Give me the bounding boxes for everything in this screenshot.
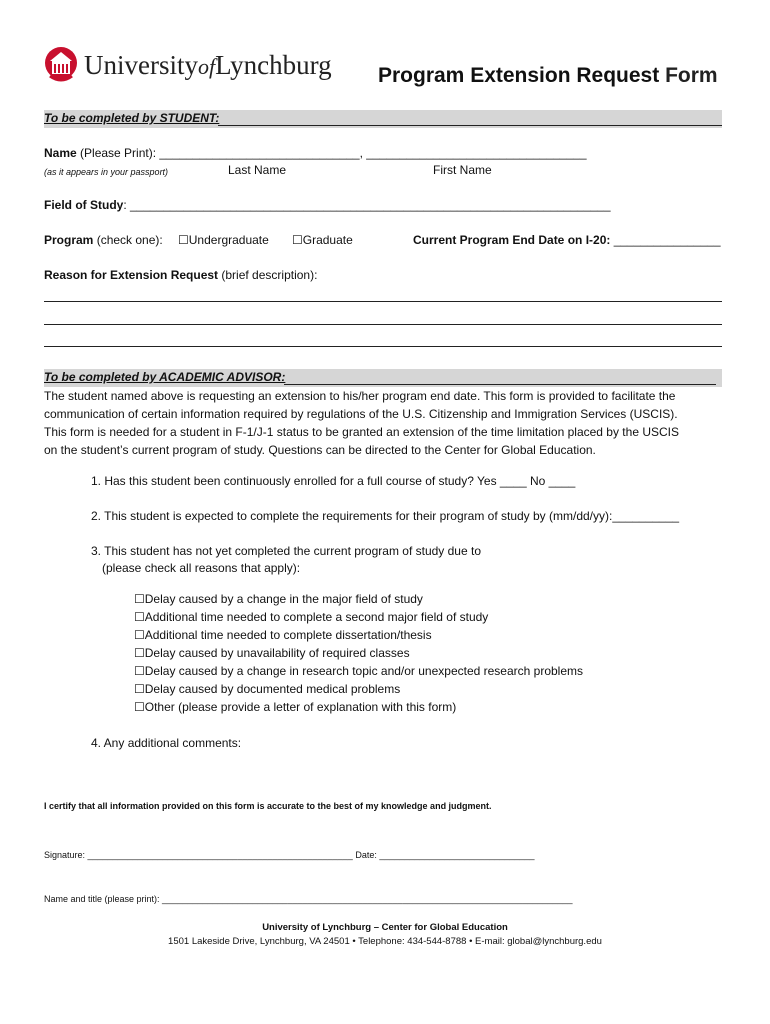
certification-statement: I certify that all information provided on this form is accurate to the best of my knowledge and judgment.	[44, 801, 492, 811]
reason-checkbox[interactable]: ☐Delay caused by a change in the major field of study	[134, 592, 423, 606]
university-logo	[44, 44, 344, 88]
form-title: Program Extension Request Form	[378, 64, 718, 87]
question-3-instruction: (please check all reasons that apply):	[102, 561, 301, 575]
reason-line-3[interactable]	[44, 346, 722, 347]
question-1[interactable]: 1. Has this student been continuously enrolled for a full course of study? Yes ____ No ____	[91, 474, 576, 488]
reason-line-1[interactable]	[44, 301, 722, 302]
section-underline	[284, 384, 716, 385]
program-label: Program (check one):	[44, 233, 163, 247]
footer-org: University of Lynchburg – Center for Global Education	[262, 922, 508, 933]
reason-checkbox[interactable]: ☐Delay caused by unavailability of required classes	[134, 646, 410, 660]
question-2[interactable]: 2. This student is expected to complete the requirements for their program of study by (mm/dd/yy):__________	[91, 509, 680, 523]
reason-line-2[interactable]	[44, 324, 722, 325]
reason-checkbox[interactable]: ☐Other (please provide a letter of explanation with this form)	[134, 700, 457, 714]
university-seal-icon	[44, 46, 78, 86]
name-field[interactable]: Name (Please Print): ______________________________, _________________________________	[44, 146, 587, 160]
graduate-checkbox[interactable]: ☐Graduate	[292, 233, 353, 247]
first-name-caption: First Name	[433, 163, 492, 177]
signature-date-field[interactable]: Signature: _____________________________________________________ Date: _______________________________	[44, 850, 535, 860]
program-end-date-field[interactable]: Current Program End Date on I-20: ________________	[413, 233, 721, 247]
field-of-study-field[interactable]: Field of Study: ________________________________________________________________________	[44, 198, 611, 212]
section-underline	[218, 125, 722, 126]
name-title-field[interactable]: Name and title (please print): __________________________________________________________________________________	[44, 894, 573, 904]
last-name-caption: Last Name	[228, 163, 287, 177]
question-3: 3. This student has not yet completed the current program of study due to	[91, 544, 481, 558]
advisor-intro-paragraph: The student named above is requesting an extension to his/her program end date. This form is provided to facilitate the communication of certain information required by regulations of the U.S. Citizenship and Immigration Services (USCIS). This form is needed for a student in F-1/J-1 status to be granted an extension of the time limitation placed by the USCIS on the student’s current program of study. Questions can be directed to the Center for Global Education.	[44, 389, 679, 457]
undergraduate-checkbox[interactable]: ☐Undergraduate	[178, 233, 269, 247]
question-4[interactable]: 4. Any additional comments:	[91, 736, 242, 750]
reason-checkbox[interactable]: ☐Delay caused by a change in research topic and/or unexpected research problems	[134, 664, 584, 678]
reason-label: Reason for Extension Request (brief description):	[44, 268, 318, 282]
passport-note: (as it appears in your passport)	[44, 167, 169, 177]
reason-checkbox[interactable]: ☐Additional time needed to complete dissertation/thesis	[134, 628, 432, 642]
student-section-header: To be completed by STUDENT:	[44, 110, 722, 128]
advisor-section-header: To be completed by ACADEMIC ADVISOR:	[44, 369, 722, 387]
reason-checkbox[interactable]: ☐Delay caused by documented medical problems	[134, 682, 401, 696]
logo-wordmark: UniversityofLynchburg	[84, 50, 332, 80]
reason-checkbox[interactable]: ☐Additional time needed to complete a second major field of study	[134, 610, 489, 624]
footer-contact: 1501 Lakeside Drive, Lynchburg, VA 24501 • Telephone: 434-544-8788 • E-mail: global@lynchburg.edu	[168, 936, 602, 947]
